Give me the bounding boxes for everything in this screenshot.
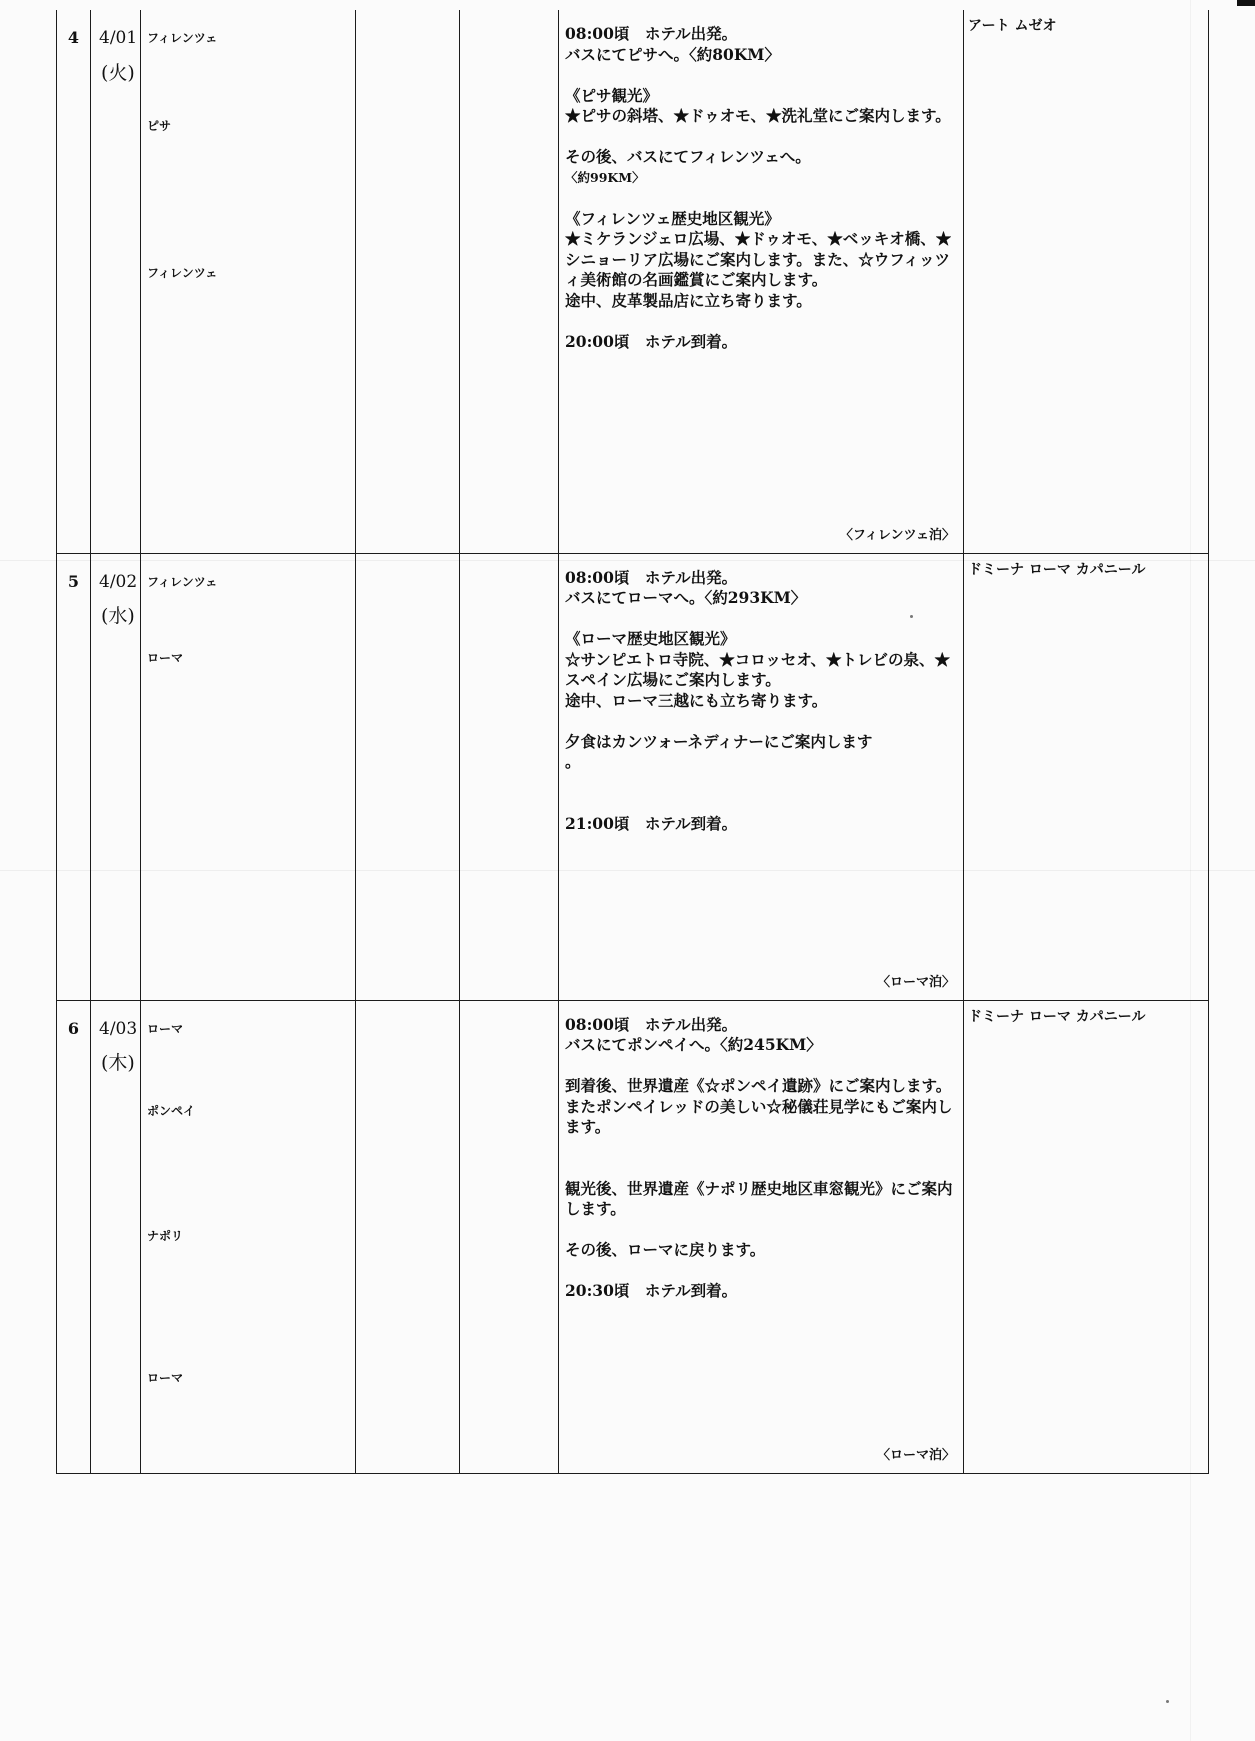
schedule-line: 《ローマ歴史地区観光》 [565, 629, 736, 648]
hotel-name: アート ムゼオ [964, 10, 1209, 553]
scan-speck [910, 615, 913, 618]
schedule-line: 途中、皮革製品店に立ち寄ります。 [565, 290, 812, 310]
city-name: ピサ [147, 119, 172, 133]
schedule-line: 08:00頃 ホテル出発。 [565, 24, 738, 43]
blank-cell [460, 553, 559, 1000]
date-cell [91, 1000, 141, 1473]
overnight-label: 〈フィレンツェ泊〉 [839, 528, 955, 543]
city-name: フィレンツェ [147, 574, 218, 589]
schedule-line: 途中、ローマ三越にも立ち寄ります。 [565, 690, 828, 710]
schedule-line: その後、ローマに戻ります。 [565, 1240, 766, 1259]
schedule-line: バスにてピサへ。〈約80KM〉 [565, 44, 780, 64]
schedule-line: 《ピサ観光》 [565, 85, 659, 105]
schedule-line: 到着後、世界遺産《☆ポンペイ遺跡》にご案内します。またポンペイレッドの美しい☆秘儀荘見学にもご案内します。 [565, 1076, 953, 1136]
blank-cell [356, 1000, 460, 1473]
schedule-line [565, 793, 953, 814]
schedule-line: ★ピサの斜塔、★ドゥオモ、★洗礼堂にご案内します。 [565, 106, 951, 125]
schedule-line: 夕食はカンツォーネディナーにご案内します [565, 731, 873, 751]
date-cell [91, 553, 141, 1000]
schedule-line [565, 1138, 953, 1159]
schedule-line: バスにてポンペイへ。〈約245KM〉 [565, 1035, 822, 1054]
schedule-cell [559, 10, 964, 553]
hotel-name: ドミーナ ローマ カパニール [964, 1000, 1209, 1473]
date: 4/01 [99, 28, 138, 48]
city-name: フィレンツェ [147, 266, 218, 280]
hotel-name: ドミーナ ローマ カパニール [964, 553, 1209, 1000]
weekday: (木) [101, 1052, 135, 1074]
date: 4/03 [99, 1018, 138, 1039]
schedule-line: 21:00頃 ホテル到着。 [565, 813, 738, 833]
schedule-line: ☆サンピエトロ寺院、★コロッセオ、★トレビの泉、★スペイン広場にご案内します。 [565, 649, 951, 689]
overnight-label: 〈ローマ泊〉 [876, 975, 955, 990]
schedule-line [565, 188, 953, 209]
schedule-line [565, 711, 953, 732]
city-cell [141, 10, 356, 553]
city-cell [141, 553, 356, 1000]
itinerary-table [56, 10, 1209, 1474]
city-name: ナポリ [147, 1228, 184, 1243]
city-name: ローマ [147, 650, 184, 665]
overnight-label: 〈ローマ泊〉 [876, 1448, 955, 1463]
schedule-text [565, 1015, 953, 1302]
schedule-line: 〈約99KM〉 [565, 169, 645, 185]
schedule-text [565, 24, 953, 352]
schedule-line [565, 65, 953, 86]
date-cell [91, 10, 141, 553]
day-number: 4 [57, 10, 91, 553]
day-number: 5 [57, 553, 91, 1000]
schedule-line [565, 127, 953, 148]
weekday: (水) [101, 605, 135, 627]
city-name: フィレンツェ [147, 31, 218, 45]
schedule-line: 観光後、世界遺産《ナポリ歴史地区車窓観光》にご案内します。 [565, 1178, 953, 1218]
schedule-line: 。 [565, 752, 581, 771]
city-cell [141, 1000, 356, 1473]
day-number: 6 [57, 1000, 91, 1473]
schedule-line: その後、バスにてフィレンツェへ。 [565, 147, 811, 166]
schedule-line [565, 1158, 953, 1179]
date: 4/02 [99, 571, 138, 592]
schedule-line [565, 1056, 953, 1077]
schedule-line [565, 609, 953, 630]
schedule-line: 《フィレンツェ歴史地区観光》 [565, 208, 780, 228]
schedule-line: 20:00頃 ホテル到着。 [565, 331, 738, 351]
schedule-line: 08:00頃 ホテル出発。 [565, 567, 738, 587]
schedule-line [565, 311, 953, 332]
city-name: ローマ [147, 1370, 184, 1385]
schedule-line: 08:00頃 ホテル出発。 [565, 1014, 738, 1034]
schedule-line: バスにてローマへ。〈約293KM〉 [565, 588, 807, 607]
schedule-cell [559, 553, 964, 1000]
schedule-line [565, 1220, 953, 1241]
schedule-text [565, 568, 953, 835]
blank-cell [356, 10, 460, 553]
schedule-line [565, 1261, 953, 1282]
schedule-line [565, 773, 953, 794]
schedule-cell [559, 1000, 964, 1473]
schedule-line: 20:30頃 ホテル到着。 [565, 1281, 738, 1300]
city-name: ポンペイ [147, 1103, 196, 1118]
itinerary-row [57, 1000, 1209, 1473]
city-name: ローマ [147, 1021, 184, 1036]
itinerary-row [57, 10, 1209, 553]
blank-cell [356, 553, 460, 1000]
blank-cell [460, 1000, 559, 1473]
blank-cell [460, 10, 559, 553]
scan-speck [1166, 1700, 1169, 1703]
weekday: (火) [101, 61, 135, 84]
schedule-line: ★ミケランジェロ広場、★ドゥオモ、★ベッキオ橋、★シニョーリア広場にご案内します。また、☆ウフィッツィ美術館の名画鑑賞にご案内します。 [565, 229, 952, 289]
scan-edge-mark [1237, 0, 1255, 6]
itinerary-row [57, 553, 1209, 1000]
